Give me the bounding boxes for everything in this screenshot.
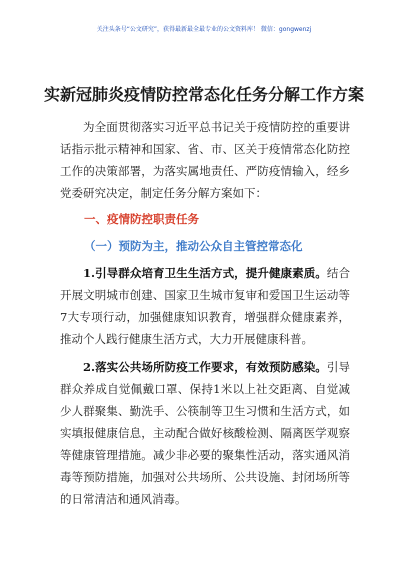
item-1-body: 结合开展文明城市创建、国家卫生城市复审和爱国卫生运动等7大专项行动，加强健康知识教育，增强群众健康素养，推动个人践行健康生活方式，大力开展健康科普。 xyxy=(60,266,350,346)
promo-banner: 关注头条号“公文研究”，获得最新最全最专业的公文资料库！ 微信：gongwenzj xyxy=(96,26,312,33)
intro-paragraph: 为全面贯彻落实习近平总书记关于疫情防控的重要讲话指示批示精神和国家、省、市、区关于疫情常态化防控工作的决策部署，为落实属地责任、严防疫情输入，经乡党委研究决定，制定任务分解方案如下： xyxy=(60,120,350,200)
document-title: 实新冠肺炎疫情防控常态化任务分解工作方案 xyxy=(43,85,364,104)
item-2-lead: 2.落实公共场所防疫工作要求，有效预防感染。 xyxy=(83,360,327,374)
section-heading: 一、疫情防控职责任务 xyxy=(84,212,199,226)
list-item-2 xyxy=(60,356,350,510)
list-item-1 xyxy=(60,262,350,350)
subsection-heading: （一）预防为主，推动公众自主管控常态化 xyxy=(84,239,303,253)
item-2-body: 引导群众养成自觉佩戴口罩、保持1米以上社交距离、自觉减少人群聚集、勤洗手、公筷制等卫生习惯和生活方式，如实填报健康信息，主动配合做好核酸检测、隔离医学观察等健康管理措施。减少非必要的聚集性活动，落实通风消毒等预防措施，加强对公共场所、公共设施、封闭场所等的日常清洁和通风消毒。 xyxy=(60,360,350,506)
item-1-lead: 1.引导群众培育卫生生活方式，提升健康素质。 xyxy=(83,266,327,280)
